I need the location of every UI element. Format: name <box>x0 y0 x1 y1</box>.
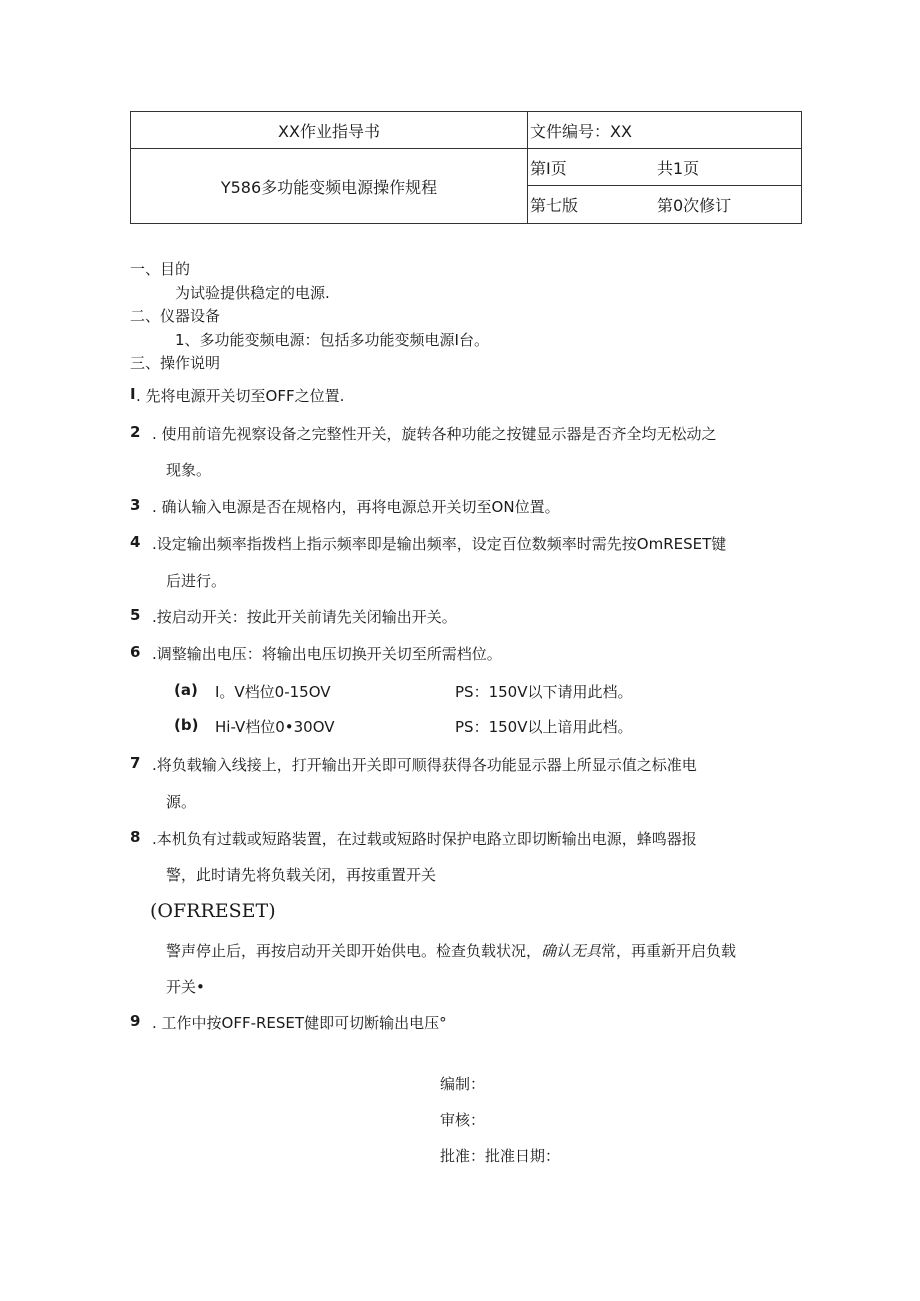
compiled-by: 编制： <box>440 1075 486 1093</box>
step-text: . 先将电源开关切至OFF之位置. <box>136 387 345 405</box>
doc-name: Y586多功能变频电源操作规程 <box>220 177 438 197</box>
step-2 <box>130 423 717 444</box>
step-6b-label: (b) <box>174 716 199 734</box>
header-title-cell <box>131 112 528 149</box>
step-text: . 确认输入电源是否在规格内，再将电源总开关切至ON位置。 <box>152 498 560 516</box>
step-3 <box>130 496 560 517</box>
step-number: 9 <box>130 1012 141 1030</box>
step-text: .本机负有过载或短路装置，在过载或短路时保护电路立即切断输出电源，蜂鸣器报 <box>152 830 697 848</box>
reviewed-by: 审核： <box>440 1111 486 1129</box>
step-text: .设定输出频率指拨档上指示频率即是输出频率，设定百位数频率时需先按OmRESET键 <box>152 535 727 553</box>
page-number: 第I页 <box>530 158 567 178</box>
step-text: .按启动开关：按此开关前请先关闭输出开关。 <box>152 608 457 626</box>
step-1 <box>130 385 344 406</box>
edition-cell <box>528 186 802 224</box>
header-title: XX作业指导书 <box>278 121 380 141</box>
step-8 <box>130 828 697 849</box>
edition: 第七版 <box>530 196 579 215</box>
step-8-line5: 开关• <box>166 978 205 996</box>
step-number: 4 <box>130 533 141 551</box>
step-text: . 工作中按OFF-RESET健即可切断输出电压° <box>152 1014 447 1032</box>
step-text: .调整输出电压：将输出电压切换开关切至所需档位。 <box>152 645 502 663</box>
section-operation-title: 三、操作说明 <box>130 354 221 372</box>
step-text: . 使用前谙先视察设备之完整性开关，旋转各种功能之按键显示器是否齐全均无松动之 <box>152 425 717 443</box>
step-6b-ps: PS：150V以上谙用此档。 <box>455 718 633 736</box>
doc-number-cell <box>528 112 802 149</box>
step-number: 3 <box>130 496 141 514</box>
step-2-continuation: 现象。 <box>166 461 212 479</box>
revision: 第0次修订 <box>657 196 732 215</box>
approved-by: 批准：批准日期： <box>440 1147 561 1165</box>
page-info-cell <box>528 149 802 186</box>
step-8-reset-label: (OFRRESET) <box>150 900 276 922</box>
step-number: 7 <box>130 754 141 772</box>
step-number: 5 <box>130 606 141 624</box>
section-equipment-text: 1、多功能变频电源：包括多功能变频电源I台。 <box>175 331 489 349</box>
step-6 <box>130 643 502 664</box>
step-6a-text: I。V档位0-15OV <box>215 683 331 701</box>
step-number: 8 <box>130 828 141 846</box>
step-5 <box>130 606 457 627</box>
step-7 <box>130 754 697 775</box>
step-8-line4 <box>166 940 736 961</box>
section-purpose-text: 为试验提供稳定的电源. <box>175 284 330 302</box>
step-6a-label: (a) <box>174 681 198 699</box>
step-9 <box>130 1012 447 1033</box>
step-8-continuation: 警，此时请先将负载关闭，再按重置开关 <box>166 866 437 884</box>
step-4-continuation: 后进行。 <box>166 572 227 590</box>
step-7-continuation: 源。 <box>166 793 197 811</box>
step-8-line4-italic: 确认无具 <box>541 942 602 960</box>
step-number: I <box>130 385 136 403</box>
step-6a-ps: PS：150V以下请用此档。 <box>455 683 633 701</box>
step-8-line4-b: 常，再重新开启负载 <box>601 942 737 960</box>
step-number: 2 <box>130 423 141 441</box>
step-text: .将负载输入线接上，打开输出开关即可顺得获得各功能显示器上所显示值之标准电 <box>152 756 697 774</box>
doc-name-cell <box>131 149 528 224</box>
step-4 <box>130 533 726 554</box>
step-number: 6 <box>130 643 141 661</box>
step-8-line4-a: 警声停止后，再按启动开关即开始供电。检查负载状况， <box>166 942 542 960</box>
total-pages: 共1页 <box>657 158 700 178</box>
doc-number: 文件编号：XX <box>530 121 632 141</box>
header-table <box>130 111 802 224</box>
section-purpose-title: 一、目的 <box>130 260 191 278</box>
step-6b-text: Hi-V档位0•30OV <box>215 718 335 736</box>
section-equipment-title: 二、仪器设备 <box>130 307 221 325</box>
